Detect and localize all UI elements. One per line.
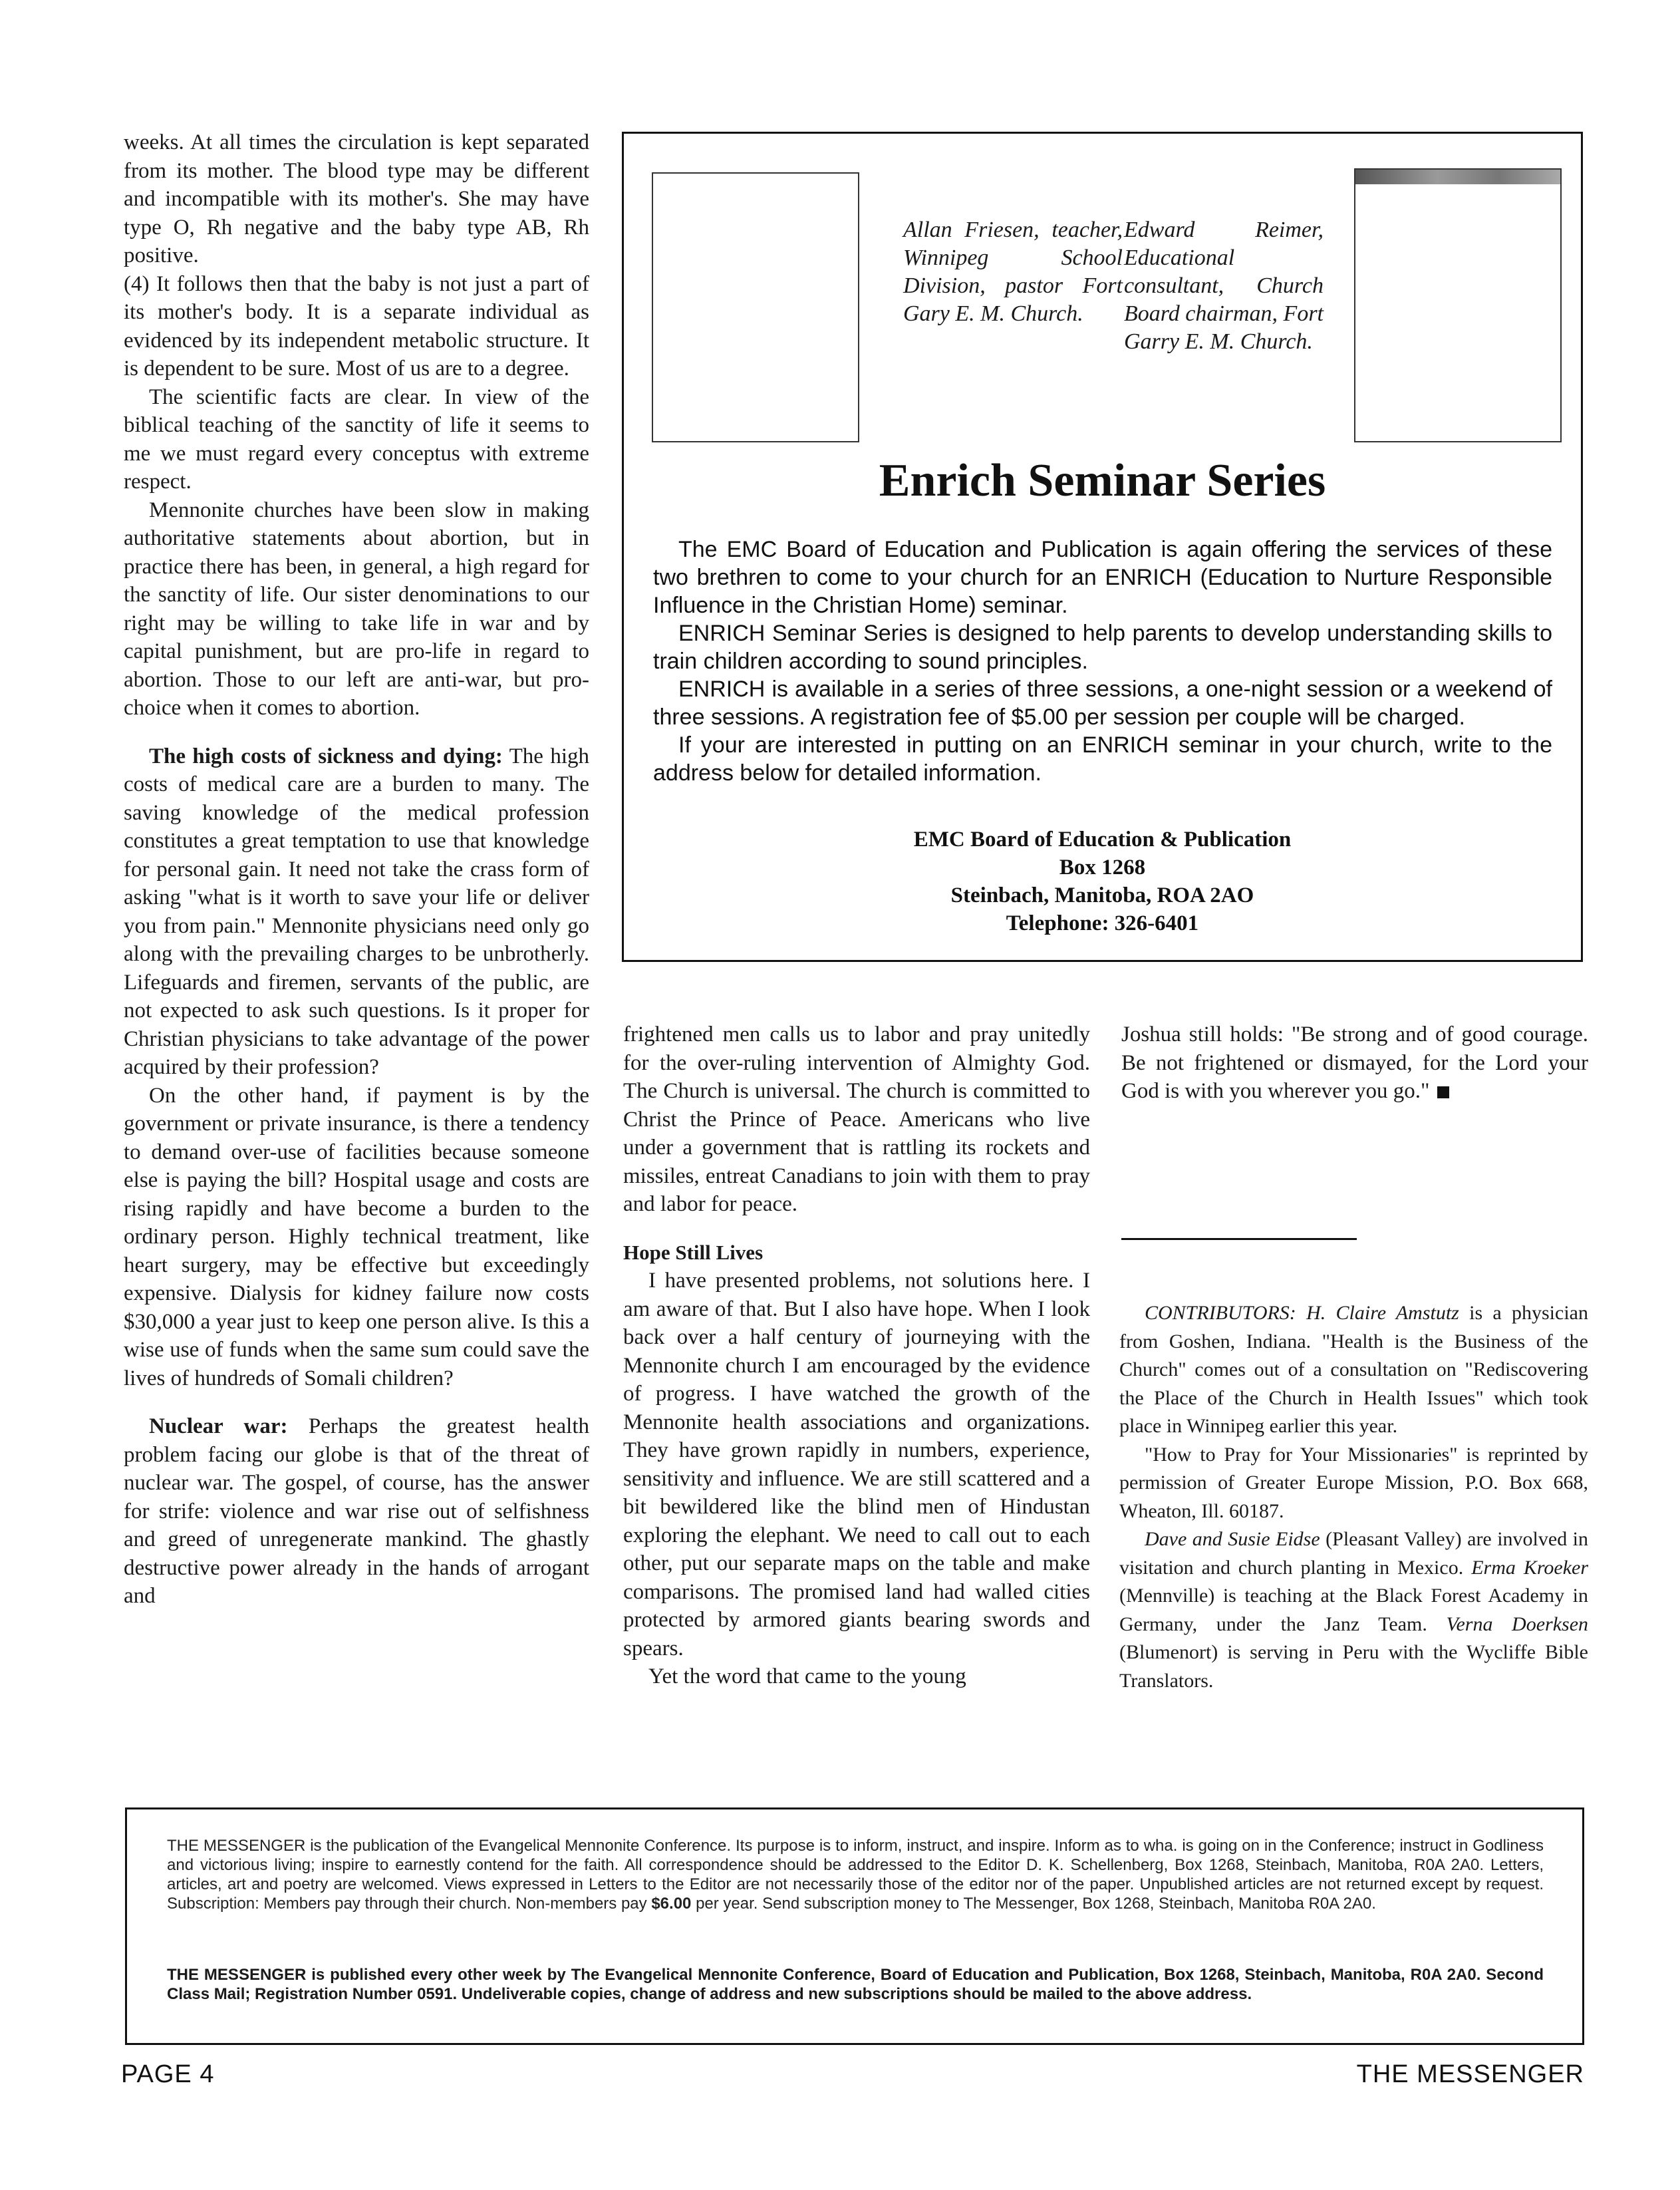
sickness-paragraph — [124, 742, 589, 1082]
enrich-paragraph: If your are interested in putting on an ENRICH seminar in your church, write to the address below for detailed information. — [653, 732, 1552, 786]
reprint-note: "How to Pray for Your Missionaries" is reprinted by permission of Greater Europe Mission, P.O. Box 668, Wheaton, Ill. 60187. — [1119, 1443, 1588, 1522]
paragraph: (4) It follows then that the baby is not just a part of its mother's body. It is a separate individual as evidenced by its independent metabolic structure. It is dependent to be sure. Most of us are to a degree. — [124, 271, 589, 381]
end-of-article-mark — [1437, 1086, 1449, 1098]
enrich-address — [624, 826, 1581, 937]
photo-top-edge — [1355, 170, 1560, 184]
paragraph: The scientific facts are clear. In view of the biblical teaching of the sanctity of life it seems to me we must regard every conceptus with extreme respect. — [124, 385, 589, 494]
contributor-text: (Pleasant Valley) are involved in visitation and church planting in Mexico. — [1119, 1528, 1588, 1579]
address-line: Telephone: 326-6401 — [1006, 911, 1199, 935]
masthead-paragraph — [167, 1836, 1544, 1913]
nuclear-heading: Nuclear war: — [149, 1414, 288, 1438]
sickness-text: The high costs of medical care are a burden to many. The saving knowledge of the medical profession constitutes a great temptation to use that knowledge for personal gain. It need not take the crass form of asking "what is it worth to save your life or deliver you from pain." Mennonite physicians need only go along with the prevailing charges to be unbrotherly. Lifeguards and firemen, servants of the public, are not expected to ask such questions. Is it proper for Christian physicians to take advantage of the power acquired by their profession? — [124, 744, 589, 1079]
paragraph: weeks. At all times the circulation is kept separated from its mother. The blood type may be different and incompatible with its mother's. She may have type O, Rh negative and the baby type AB, Rh positive. — [124, 130, 589, 267]
subscription-price: $6.00 — [651, 1895, 692, 1913]
enrich-paragraph: The EMC Board of Education and Publication is again offering the services of these two brethren to come to your church for an ENRICH (Education to Nurture Responsible Influence in the Christian Home) seminar. — [653, 537, 1552, 618]
address-line: Box 1268 — [1059, 856, 1146, 879]
nuclear-text: Perhaps the greatest health problem facing our globe is that of the threat of nuclear war. The gospel, of course, has the answer for strife: violence and war rise out of selfishness and greed of unregenerate mankind. The ghastly destructive power already in the hands of arrogant and — [124, 1414, 589, 1608]
photo-allan-friesen — [652, 172, 859, 442]
contributor-eidse — [1119, 1525, 1588, 1695]
enrich-paragraph: ENRICH is available in a series of three sessions, a one-night session or a weekend of three sessions. A registration fee of $5.00 per session per couple will be charged. — [653, 677, 1552, 730]
right-column — [1121, 1020, 1588, 1106]
closing-paragraph — [1121, 1020, 1588, 1106]
enrich-body — [653, 536, 1552, 787]
enrich-title: Enrich Seminar Series — [879, 455, 1326, 506]
photo-edward-reimer — [1354, 168, 1562, 442]
nuclear-paragraph — [124, 1412, 589, 1611]
contributors-label: CONTRIBUTORS: — [1145, 1302, 1296, 1324]
masthead-text: per year. Send subscription money to The Messenger, Box 1268, Steinbach, Manitoba R0A 2A0. — [696, 1895, 1376, 1913]
address-line: Steinbach, Manitoba, ROA 2AO — [950, 883, 1254, 907]
enrich-seminar-box — [622, 132, 1583, 962]
paragraph: frightened men calls us to labor and pray unitedly for the over-ruling intervention of Almighty God. The Church is universal. The church is committed to Christ the Prince of Peace. Americans who live under a government that is rattling its rockets and missiles, entreat Canadians to join with them to pray and labor for peace. — [623, 1022, 1090, 1216]
page-number: PAGE 4 — [121, 2060, 215, 2088]
hope-heading: Hope Still Lives — [623, 1240, 764, 1264]
masthead-text: THE MESSENGER is the publication of the Evangelical Mennonite Conference. Its purpose is to inform, instruct, and inspire. Inform as to wha. is going on in the Conference; instruct in Godliness and victorious living; inspire to earnestly contend for the faith. All correspondence should be addressed to the Editor D. K. Schellenberg, Box 1268, Steinbach, Manitoba, R0A 2A0. Letters, articles, art and poetry are welcomed. Views expressed in Letters to the Editor are not necessarily those of the editor nor of the paper. Unpublished articles are not returned except by request. Subscription: Members pay through their church. Non-members pay — [167, 1837, 1544, 1913]
enrich-paragraph: ENRICH Seminar Series is designed to help parents to develop understanding skills to train children according to sound principles. — [653, 621, 1552, 674]
publication-notice: THE MESSENGER is published every other week by The Evangelical Mennonite Conference, Board of Education and Publication, Box 1268, Steinbach, Manitoba, R0A 2A0. Second Class Mail; Registration Number 0591. Undeliverable copies, change of address and new subscriptions should be mailed to the above address. — [167, 1966, 1544, 2003]
contributor-name: Dave and Susie Eidse — [1145, 1528, 1320, 1550]
contributor-text: is a physician from Goshen, Indiana. "Health is the Business of the Church" comes out of a consultation on "Rediscovering the Place of the Church in Health Issues" which took place in Winnipeg earlier this year. — [1119, 1302, 1588, 1437]
contributor-name: H. Claire Amstutz — [1306, 1302, 1459, 1324]
paragraph: On the other hand, if payment is by the government or private insurance, is there a tendency to demand over-use of facilities because someone else is paying the bill? Hospital usage and costs are rising rapidly and have become a burden to the ordinary person. Highly technical treatment, like heart surgery, may be effective but exceedingly expensive. Dialysis for kidney failure now costs $30,000 a year just to keep one person alive. Is this a wise use of funds when the same sum could save the lives of hundreds of Somali children? — [124, 1083, 589, 1390]
left-column — [124, 128, 589, 1611]
masthead-box — [125, 1807, 1584, 2045]
section-divider — [1121, 1238, 1357, 1240]
sickness-heading: The high costs of sickness and dying: — [149, 744, 503, 768]
caption-allan-friesen: Allan Friesen, teacher, Winnipeg School Division, pastor Fort Gary E. M. Church. — [903, 218, 1123, 326]
contributor-text: (Mennville) is teaching at the Black Forest Academy in Germany, under the Janz Team. — [1119, 1585, 1588, 1635]
contributor-amstutz — [1119, 1299, 1588, 1441]
middle-column — [623, 1020, 1090, 1691]
contributor-name: Erma Kroeker — [1471, 1556, 1589, 1579]
contributor-text: (Blumenort) is serving in Peru with the Wycliffe Bible Translators. — [1119, 1641, 1588, 1692]
paragraph: I have presented problems, not solutions here. I am aware of that. But I also have hope. When I look back over a half century of journeying with the Mennonite church I am encouraged by the evidence of progress. I have watched the growth of the Mennonite health associations and organizations. They have grown rapidly in numbers, experience, sensitivity and influence. We are still scattered and a bit bewildered like the blind men of Hindustan exploring the elephant. We need to call out to each other, put our separate maps on the table and make comparisons. The promised land had walled cities protected by armored giants bearing swords and spears. — [623, 1269, 1090, 1660]
contributor-name: Verna Doerksen — [1446, 1613, 1589, 1635]
address-line: EMC Board of Education & Publication — [913, 828, 1292, 852]
paragraph: Mennonite churches have been slow in making authoritative statements about abortion, but in practice there has been, in general, a high regard for the sanctity of life. Our sister denominations to our right may be willing to take life in war and by capital punishment, but are pro-life in regard to abortion. Those to our left are anti-war, but pro-choice when it comes to abortion. — [124, 498, 589, 720]
paragraph: Yet the word that came to the young — [648, 1664, 966, 1688]
contributors-note — [1119, 1299, 1588, 1695]
closing-quote: Joshua still holds: "Be strong and of good courage. Be not frightened or dismayed, for the Lord your God is with you wherever you go." — [1121, 1022, 1588, 1103]
publication-name: THE MESSENGER — [1356, 2060, 1584, 2088]
caption-edward-reimer: Edward Reimer, Educational consultant, Church Board chairman, Fort Garry E. M. Church. — [1124, 218, 1324, 354]
